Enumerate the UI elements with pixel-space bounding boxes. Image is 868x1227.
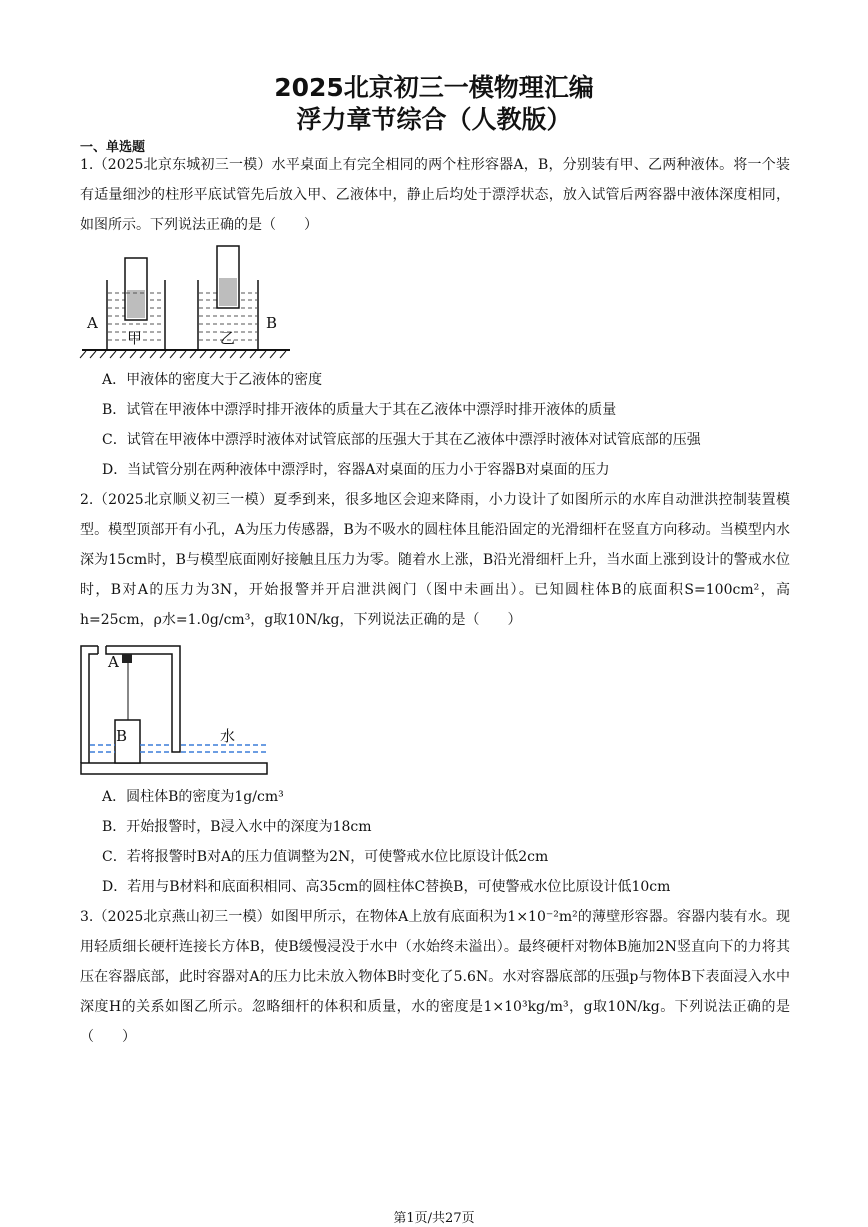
section-heading: 一、单选题 [80, 140, 146, 155]
page-footer: 第1页/共27页 [393, 1211, 475, 1226]
q1-container-b-label: B [266, 314, 278, 332]
q2-stem: 2.（2025北京顺义初三一模）夏季到来，很多地区会迎来降雨，小力设计了如图所示的水库自动泄洪控制装置模型。模型顶部开有小孔，A为压力传感器，B为不吸水的圆柱体且能沿固定的光滑细杆在竖直方向移动。当模型内水深为15cm时，B与模型底面刚好接触且压力为零。随着水上涨，B沿光滑细杆上升，当水面上涨到设计的警戒水位时，B对A的压力为3N，开始报警并开启泄洪阀门（图中未画出）。已知圆柱体B的底面积S=100cm²，高h=25cm，ρ水=1.0g/cm³，g取10N/kg，下列说法正确的是（ ） [80, 492, 790, 628]
q1-liquid-2-label: 乙 [220, 329, 236, 347]
page-subtitle: 浮力章节综合（人教版） [296, 105, 572, 134]
q2-option-d: D．若用与B材料和底面积相同、高35cm的圆柱体C替换B，可使警戒水位比原设计低10cm [102, 879, 671, 895]
q2-option-b: B．开始报警时，B浸入水中的深度为18cm [102, 819, 372, 835]
q2-sensor-a-label: A [108, 653, 119, 671]
q2-cylinder-b-label: B [116, 727, 128, 745]
page-title: 2025北京初三一模物理汇编 [274, 73, 594, 102]
q2-option-a: A．圆柱体B的密度为1g/cm³ [102, 789, 284, 805]
q2-option-c: C．若将报警时B对A的压力值调整为2N，可使警戒水位比原设计低2cm [102, 849, 549, 865]
q1-stem: 1.（2025北京东城初三一模）水平桌面上有完全相同的两个柱形容器A，B，分别装有甲、乙两种液体。将一个装有适量细沙的柱形平底试管先后放入甲、乙液体中，静止后均处于漂浮状态，放入试管后两容器中液体深度相同，如图所示。下列说法正确的是（ ） [80, 157, 790, 233]
q1-option-d: D．当试管分别在两种液体中漂浮时，容器A对桌面的压力小于容器B对桌面的压力 [102, 462, 610, 478]
q1-figure [80, 240, 295, 362]
q2-water-label: 水 [220, 727, 236, 745]
q2-figure [80, 642, 270, 777]
q1-option-c: C．试管在甲液体中漂浮时液体对试管底部的压强大于其在乙液体中漂浮时液体对试管底部的压强 [102, 432, 701, 448]
q1-option-b: B．试管在甲液体中漂浮时排开液体的质量大于其在乙液体中漂浮时排开液体的质量 [102, 402, 617, 418]
q3-stem: 3.（2025北京燕山初三一模）如图甲所示，在物体A上放有底面积为1×10⁻²m²的薄壁形容器。容器内装有水。现用轻质细长硬杆连接长方体B，使B缓慢浸没于水中（水始终未溢出）。最终硬杆对物体B施加2N竖直向下的力将其压在容器底部，此时容器对A的压力比未放入物体B时变化了5.6N。水对容器底部的压强p与物体B下表面浸入水中深度H的关系如图乙所示。忽略细杆的体积和质量，水的密度是1×10³kg/m³，g取10N/kg。下列说法正确的是（ ） [80, 909, 790, 1045]
q1-option-a: A．甲液体的密度大于乙液体的密度 [102, 372, 323, 388]
q1-liquid-1-label: 甲 [127, 329, 143, 347]
q1-container-a-label: A [87, 314, 98, 332]
